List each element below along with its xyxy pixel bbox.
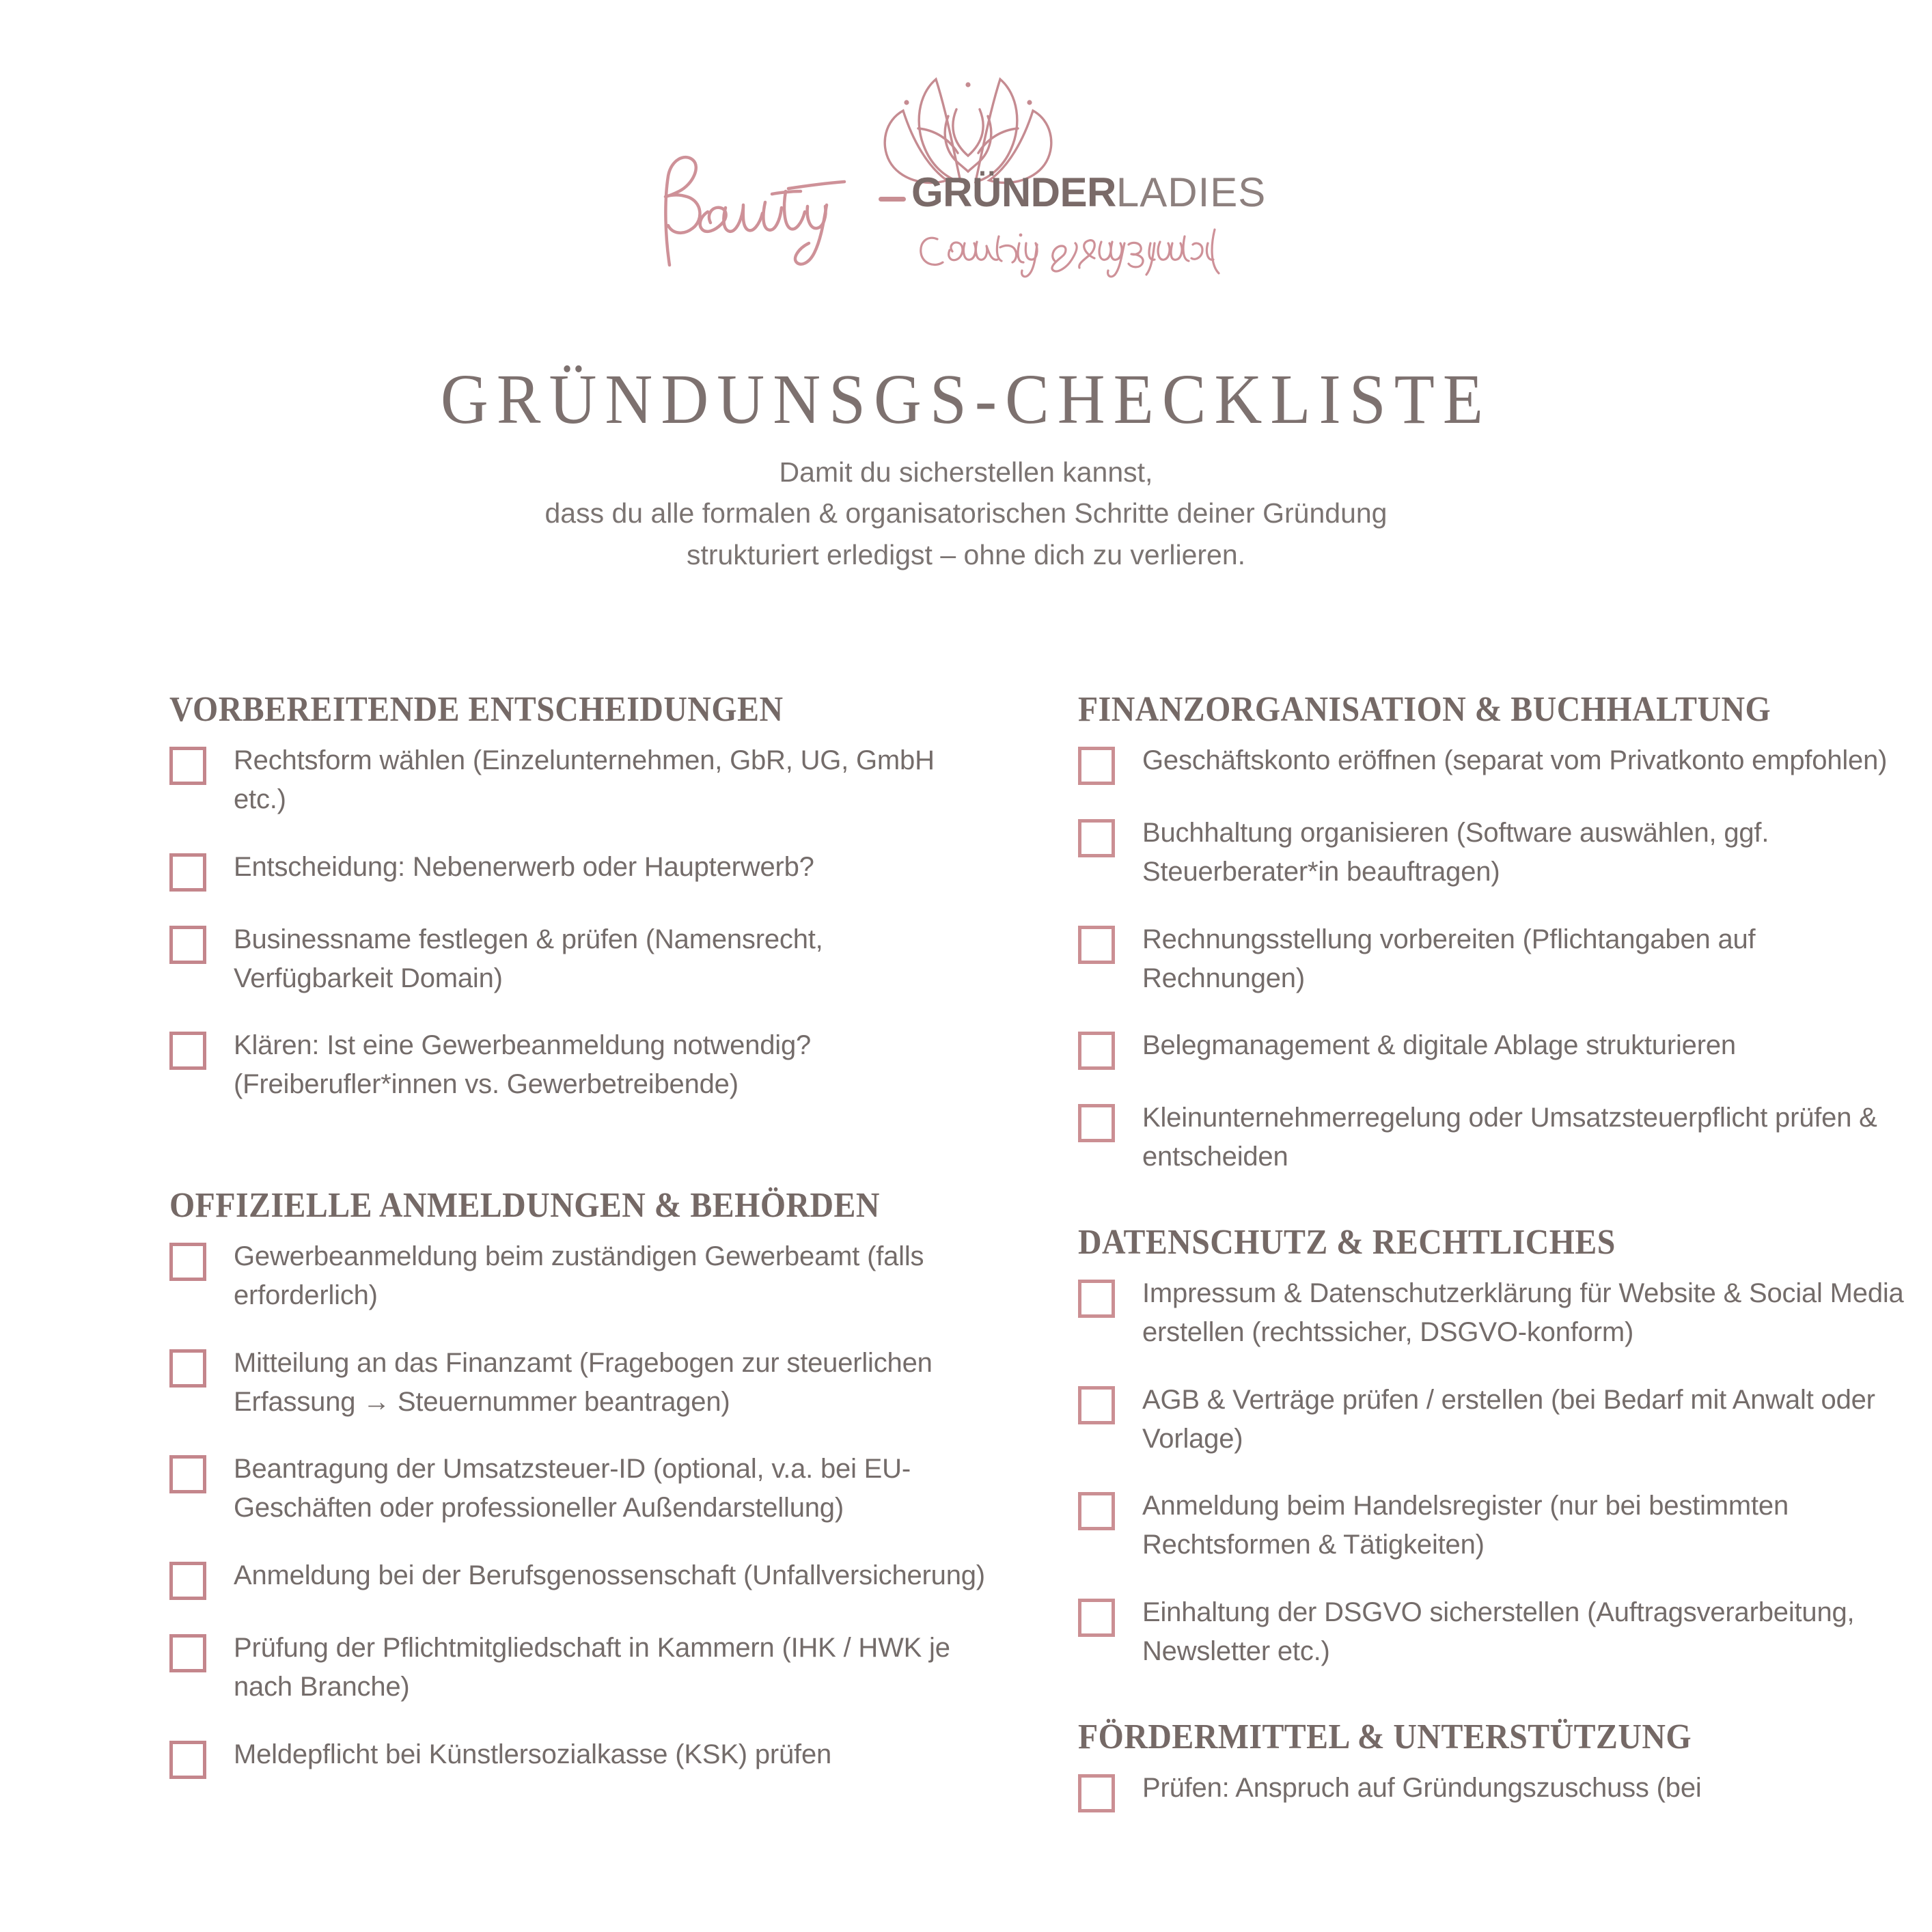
subtitle-line-1: Damit du sicherstellen kannst,	[779, 456, 1153, 488]
checklist-item-label: AGB & Verträge prüfen / erstellen (bei Bedarf mit Anwalt oder Vorlage)	[1142, 1384, 1875, 1454]
checkbox[interactable]	[1078, 1492, 1115, 1530]
checkbox[interactable]	[169, 1634, 206, 1672]
checkbox[interactable]	[1078, 1280, 1115, 1318]
checklist-item[interactable]	[1078, 1026, 1905, 1070]
checklist-item-label: Belegmanagement & digitale Ablage strukturieren	[1142, 1030, 1736, 1061]
checklist-columns	[0, 690, 1932, 1932]
checkbox[interactable]	[1078, 819, 1115, 857]
checklist-item-label: Einhaltung der DSGVO sicherstellen (Auftragsverarbeitung, Newsletter etc.)	[1142, 1597, 1855, 1666]
checkbox[interactable]	[1078, 1599, 1115, 1637]
checklist-item[interactable]	[169, 1237, 989, 1315]
section-spacer	[1078, 1700, 1905, 1717]
checklist-item-label: Prüfen: Anspruch auf Gründungszuschuss (bei	[1142, 1772, 1702, 1803]
logo-tagline-script	[914, 216, 1276, 284]
checklist-items	[1078, 1769, 1905, 1812]
checkbox[interactable]	[169, 1455, 206, 1493]
logo-wordmark	[911, 169, 1267, 215]
section-title: FÖRDERMITTEL & UNTERSTÜTZUNG	[1078, 1717, 1692, 1756]
section-offizielle-anmeldungen	[169, 1186, 989, 1779]
section-spacer	[169, 1133, 989, 1186]
title-block	[0, 362, 1932, 575]
checklist-item[interactable]	[169, 1629, 989, 1707]
checklist-item[interactable]	[169, 1450, 989, 1528]
right-column	[1078, 690, 1905, 1841]
checkbox[interactable]	[1078, 747, 1115, 785]
checkbox[interactable]	[1078, 1774, 1115, 1812]
subtitle-line-2: dass du alle formalen & organisatorischen Schritte deiner Gründung	[544, 497, 1388, 529]
checkbox[interactable]	[169, 926, 206, 964]
checklist-item[interactable]	[1078, 741, 1905, 785]
page-subtitle	[0, 452, 1932, 575]
checkbox[interactable]	[169, 853, 206, 892]
checklist-item[interactable]	[1078, 920, 1905, 998]
checklist-items	[1078, 741, 1905, 1176]
checklist-item-label: Businessname festlegen & prüfen (Namensrecht, Verfügbarkeit Domain)	[234, 924, 823, 993]
checklist-item-label: Klären: Ist eine Gewerbeanmeldung notwendig? (Freiberufler*innen vs. Gewerbetreibende)	[234, 1030, 812, 1100]
subtitle-line-3: strukturiert erledigst – ohne dich zu verlieren.	[686, 538, 1246, 570]
checklist-item-label: Prüfung der Pflichtmitgliedschaft in Kammern (IHK / HWK je nach Branche)	[234, 1632, 950, 1702]
checkbox[interactable]	[169, 1741, 206, 1779]
checkbox[interactable]	[1078, 1386, 1115, 1424]
checklist-item[interactable]	[1078, 1381, 1905, 1459]
checkbox[interactable]	[1078, 1032, 1115, 1070]
checklist-item-label: Entscheidung: Nebenerwerb oder Haupterwerb?	[234, 851, 814, 882]
checklist-item-label: Mitteilung an das Finanzamt (Fragebogen zur steuerlichen Erfassung → Steuernummer beantragen)	[234, 1347, 933, 1417]
checklist-item[interactable]	[169, 1735, 989, 1779]
section-foerdermittel-unterstuetzung	[1078, 1717, 1905, 1812]
checklist-item-label: Rechtsform wählen (Einzelunternehmen, GbR, UG, GmbH etc.)	[234, 745, 935, 814]
checklist-item[interactable]	[169, 1344, 989, 1422]
logo-brand-bold: GRÜNDER	[911, 169, 1116, 215]
checkbox[interactable]	[1078, 926, 1115, 964]
section-datenschutz-rechtliches	[1078, 1223, 1905, 1671]
checklist-item[interactable]	[1078, 1593, 1905, 1671]
checklist-items	[169, 741, 989, 1104]
page-title: GRÜNDUNSGS-CHECKLISTE	[440, 360, 1492, 439]
section-title: OFFIZIELLE ANMELDUNGEN & BEHÖRDEN	[169, 1185, 880, 1225]
checklist-item[interactable]	[169, 741, 989, 819]
checkbox[interactable]	[169, 1243, 206, 1281]
checklist-item[interactable]	[1078, 1274, 1905, 1352]
checklist-item-label: Beantragung der Umsatzsteuer-ID (optional, v.a. bei EU-Geschäften oder professioneller Außendarstellung)	[234, 1454, 911, 1523]
section-vorbereitende-entscheidungen	[169, 690, 989, 1104]
checklist-item-label: Meldepflicht bei Künstlersozialkasse (KSK) prüfen	[234, 1739, 832, 1769]
logo-dash	[879, 197, 906, 202]
checkbox[interactable]	[1078, 1104, 1115, 1142]
section-title: VORBEREITENDE ENTSCHEIDUNGEN	[169, 690, 784, 729]
section-finanzorganisation-buchhaltung	[1078, 690, 1905, 1176]
section-spacer	[1078, 1205, 1905, 1223]
checklist-item[interactable]	[169, 848, 989, 892]
checklist-item-label: Geschäftskonto eröffnen (separat vom Privatkonto empfohlen)	[1142, 745, 1888, 776]
checklist-item[interactable]	[169, 1026, 989, 1104]
checkbox[interactable]	[169, 1562, 206, 1600]
checklist-item[interactable]	[1078, 1099, 1905, 1176]
checklist-item[interactable]	[169, 920, 989, 998]
checklist-item[interactable]	[169, 1556, 989, 1600]
checklist-item-label: Gewerbeanmeldung beim zuständigen Gewerbeamt (falls erforderlich)	[234, 1241, 924, 1310]
checklist-item[interactable]	[1078, 814, 1905, 892]
checkbox[interactable]	[169, 747, 206, 785]
beauty-script-icon	[645, 149, 870, 272]
logo-brand-light: LADIES	[1116, 169, 1267, 215]
checklist-item-label: Anmeldung bei der Berufsgenossenschaft (Unfallversicherung)	[234, 1560, 985, 1590]
checklist-items	[169, 1237, 989, 1778]
section-title: FINANZORGANISATION & BUCHHALTUNG	[1078, 690, 1771, 729]
checkbox[interactable]	[169, 1032, 206, 1070]
checklist-item-label: Impressum & Datenschutzerklärung für Website & Social Media erstellen (rechtssicher, DSGVO-konform)	[1142, 1278, 1904, 1347]
checklist-items	[1078, 1274, 1905, 1670]
checklist-item[interactable]	[1078, 1769, 1905, 1812]
checklist-item-label: Buchhaltung organisieren (Software auswählen, ggf. Steuerberater*in beauftragen)	[1142, 818, 1769, 887]
checklist-item[interactable]	[1078, 1487, 1905, 1564]
brand-logo	[0, 66, 1932, 298]
checklist-item-label: Rechnungsstellung vorbereiten (Pflichtangaben auf Rechnungen)	[1142, 924, 1756, 993]
section-title: DATENSCHUTZ & RECHTLICHES	[1078, 1222, 1616, 1262]
checklist-item-label: Anmeldung beim Handelsregister (nur bei bestimmten Rechtsformen & Tätigkeiten)	[1142, 1491, 1789, 1560]
left-column	[169, 690, 989, 1808]
checkbox[interactable]	[169, 1349, 206, 1388]
checklist-item-label: Kleinunternehmerregelung oder Umsatzsteuerpflicht prüfen & entscheiden	[1142, 1103, 1877, 1172]
